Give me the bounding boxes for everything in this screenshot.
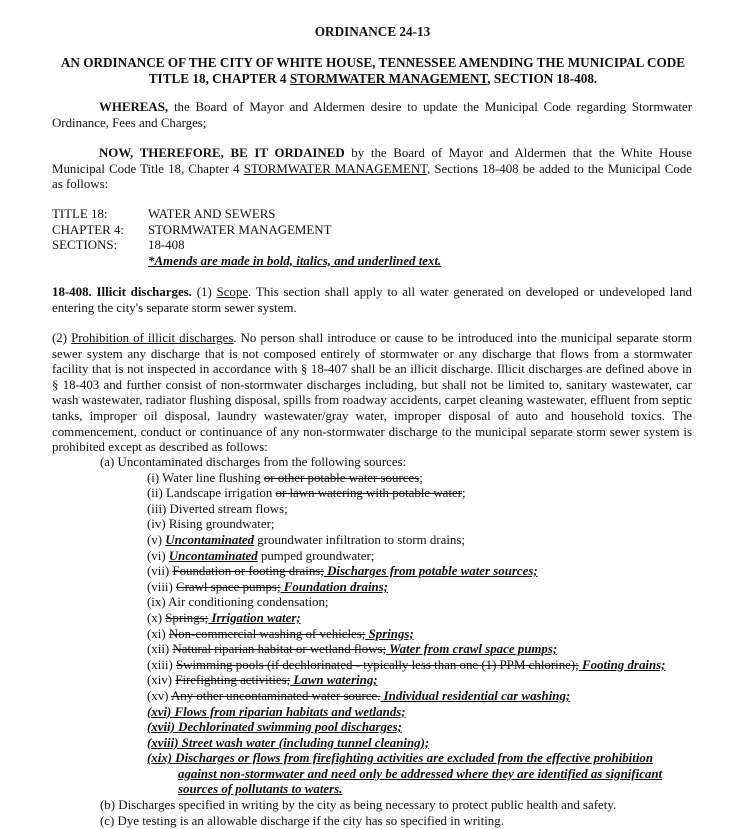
- added-text: Springs;: [365, 626, 414, 641]
- struck-text: Foundation or footing drains;: [172, 564, 324, 579]
- list-item-xvi: (xvi) Flows from riparian habitats and wetlands;: [147, 704, 406, 719]
- amend-note: *Amends are made in bold, italics, and underlined text.: [148, 253, 442, 268]
- list-item-xiii: [100, 658, 700, 674]
- list-item-xix: (xix) Discharges or flows from firefighting activities are excluded from the effective prohibition: [147, 751, 654, 766]
- struck-text: Non-commercial washing of vehicles;: [168, 626, 366, 641]
- section-prohibition: [52, 331, 692, 456]
- list-item-xiv: [100, 673, 700, 689]
- struck-text: or other potable water sources: [263, 470, 420, 485]
- title-block: [52, 207, 441, 269]
- title-row: [52, 207, 441, 223]
- list-item-iii: (iii) Diverted stream flows;: [147, 501, 288, 516]
- item-text: (xiii): [147, 657, 176, 672]
- note-row: [52, 254, 441, 270]
- added-text: Irrigation water;: [208, 610, 301, 625]
- struck-text: Any other uncontaminated water source.: [171, 688, 381, 703]
- list-item-ix: (ix) Air conditioning condensation;: [147, 595, 329, 610]
- heading-end: , SECTION 18-408.: [487, 71, 598, 86]
- prohibition-text: . No person shall introduce or cause to be introduced into the municipal separate storm sewer system any discharge that is not composed entirely of stormwater or any discharge that flows from a stormwater facility that is not inspected in accordance with § 18-407 shall be an illicit discharge. Illicit discharges are defined above in § 18-403 and further consist of non-stormwater discharges including, but shall not be limited to, sanitary wastewater, car wash wastewater, radiator flushing disposal, spills from roadway accidents, carpet cleaning wastewater, effluent from septic tanks, improper oil disposal, laundry wastewater/gray water, improper disposal of auto and household toxics. The commencement, conduct or continuance of any non-stormwater discharge to the municipal separate storm sewer system is prohibited except as described as follows:: [52, 331, 692, 455]
- list-item-xv: [100, 689, 700, 705]
- struck-text: Natural riparian habitat or wetland flows;: [172, 642, 387, 657]
- list-item-a: (a) Uncontaminated discharges from the following sources:: [100, 455, 407, 469]
- list-item-xvii: (xvii) Dechlorinated swimming pool discharges;: [147, 720, 402, 735]
- chapter-key: CHAPTER 4:: [52, 222, 124, 237]
- ordained-underlined: STORMWATER MANAGEMENT: [243, 161, 428, 176]
- item-text: (v): [147, 532, 166, 547]
- list-item-vi: [100, 549, 700, 565]
- ordained-end: , Sections 18-408 be added to the Municipal Code as follows:: [52, 161, 693, 192]
- item-text: (ii) Landscape irrigation: [147, 486, 276, 501]
- exemption-list: [100, 455, 700, 829]
- list-item-iv: (iv) Rising groundwater;: [147, 517, 275, 532]
- struck-text: Springs;: [165, 610, 209, 625]
- item-text: (i) Water line flushing: [147, 470, 264, 485]
- section-label: 18-408. Illicit discharges.: [52, 285, 192, 299]
- chapter-value: STORMWATER MANAGEMENT: [148, 222, 332, 237]
- sections-value: 18-408: [148, 238, 185, 253]
- list-item-xix-cont: sources of pollutants to waters.: [178, 782, 343, 797]
- prohibition-number: (2): [52, 331, 72, 345]
- prohibition-heading: Prohibition of illicit discharges: [71, 331, 234, 345]
- added-text: Discharges from potable water sources;: [323, 564, 538, 579]
- added-text: Uncontaminated: [165, 532, 255, 547]
- title-value: WATER AND SEWERS: [148, 207, 276, 221]
- added-text: Uncontaminated: [168, 548, 258, 563]
- item-end: groundwater infiltration to storm drains;: [254, 532, 465, 547]
- item-text: (vii): [147, 564, 173, 579]
- list-item-b: (b) Discharges specified in writing by the city as being necessary to protect public health and safety.: [100, 798, 617, 813]
- scope-text: . This section shall apply to all water generated on developed or undeveloped land entering the city's separate storm sewer system.: [52, 285, 692, 315]
- ordained-label: NOW, THEREFORE, BE IT ORDAINED: [99, 146, 345, 160]
- whereas-label: WHEREAS,: [99, 100, 169, 114]
- list-item-xi: [100, 627, 700, 643]
- struck-text: or lawn watering with potable water: [275, 486, 462, 501]
- heading-underlined: STORMWATER MANAGEMENT: [289, 71, 488, 86]
- item-text: (xv): [147, 688, 171, 703]
- item-end: ;: [462, 486, 466, 501]
- item-text: (xi): [147, 626, 169, 641]
- title-key: TITLE 18:: [52, 207, 108, 221]
- whereas-clause: [52, 100, 692, 131]
- struck-text: Swimming pools (if dechlorinated - typically less than one (1) PPM chlorine);: [176, 657, 579, 672]
- sections-row: [52, 238, 441, 254]
- list-item-xviii: (xviii) Street wash water (including tunnel cleaning);: [147, 735, 430, 750]
- ordinance-title: ORDINANCE 24-13: [314, 24, 431, 39]
- list-item-viii: [100, 580, 700, 596]
- whereas-text: the Board of Mayor and Aldermen desire to update the Municipal Code regarding Stormwater Ordinance, Fees and Charges;: [52, 100, 692, 130]
- added-text: Footing drains;: [578, 657, 666, 672]
- list-item-vii: [100, 564, 700, 580]
- ordinance-heading: [52, 55, 694, 87]
- item-text: (xii): [147, 642, 173, 657]
- item-text: (x): [147, 610, 166, 625]
- list-item-ii: [100, 486, 700, 502]
- list-item-i: [100, 471, 700, 487]
- scope-number: (1): [191, 285, 217, 299]
- added-text: Water from crawl space pumps;: [386, 642, 558, 657]
- item-end: ;: [419, 470, 423, 485]
- added-text: Individual residential car washing;: [380, 688, 571, 703]
- struck-text: Crawl space pumps;: [176, 579, 281, 594]
- list-item-x: [100, 611, 700, 627]
- added-text: Lawn watering;: [290, 673, 378, 688]
- item-end: pumped groundwater;: [257, 548, 375, 563]
- scope-heading: Scope: [216, 285, 249, 299]
- item-text: (vi): [147, 548, 169, 563]
- item-text: (viii): [147, 579, 176, 594]
- ordained-clause: [52, 146, 692, 193]
- list-item-xix-cont: against non-stormwater and need only be addressed where they are identified as significant: [178, 766, 663, 781]
- struck-text: Firefighting activities;: [175, 673, 291, 688]
- list-item-c: (c) Dye testing is an allowable discharge if the city has so specified in writing.: [100, 813, 504, 828]
- chapter-row: [52, 223, 441, 239]
- heading-text: AN ORDINANCE OF THE CITY OF WHITE HOUSE, TENNESSEE AMENDING THE MUNICIPAL CODE TITLE 18, CHAPTER 4: [60, 55, 686, 86]
- item-text: (xiv): [147, 673, 176, 688]
- added-text: Foundation drains;: [280, 579, 389, 594]
- sections-key: SECTIONS:: [52, 238, 118, 253]
- list-item-v: [100, 533, 700, 549]
- section-scope: [52, 285, 692, 316]
- ordained-text: by the Board of Mayor and Aldermen that the White House Municipal Code Title 18, Chapter 4: [52, 146, 692, 176]
- list-item-xii: [100, 642, 700, 658]
